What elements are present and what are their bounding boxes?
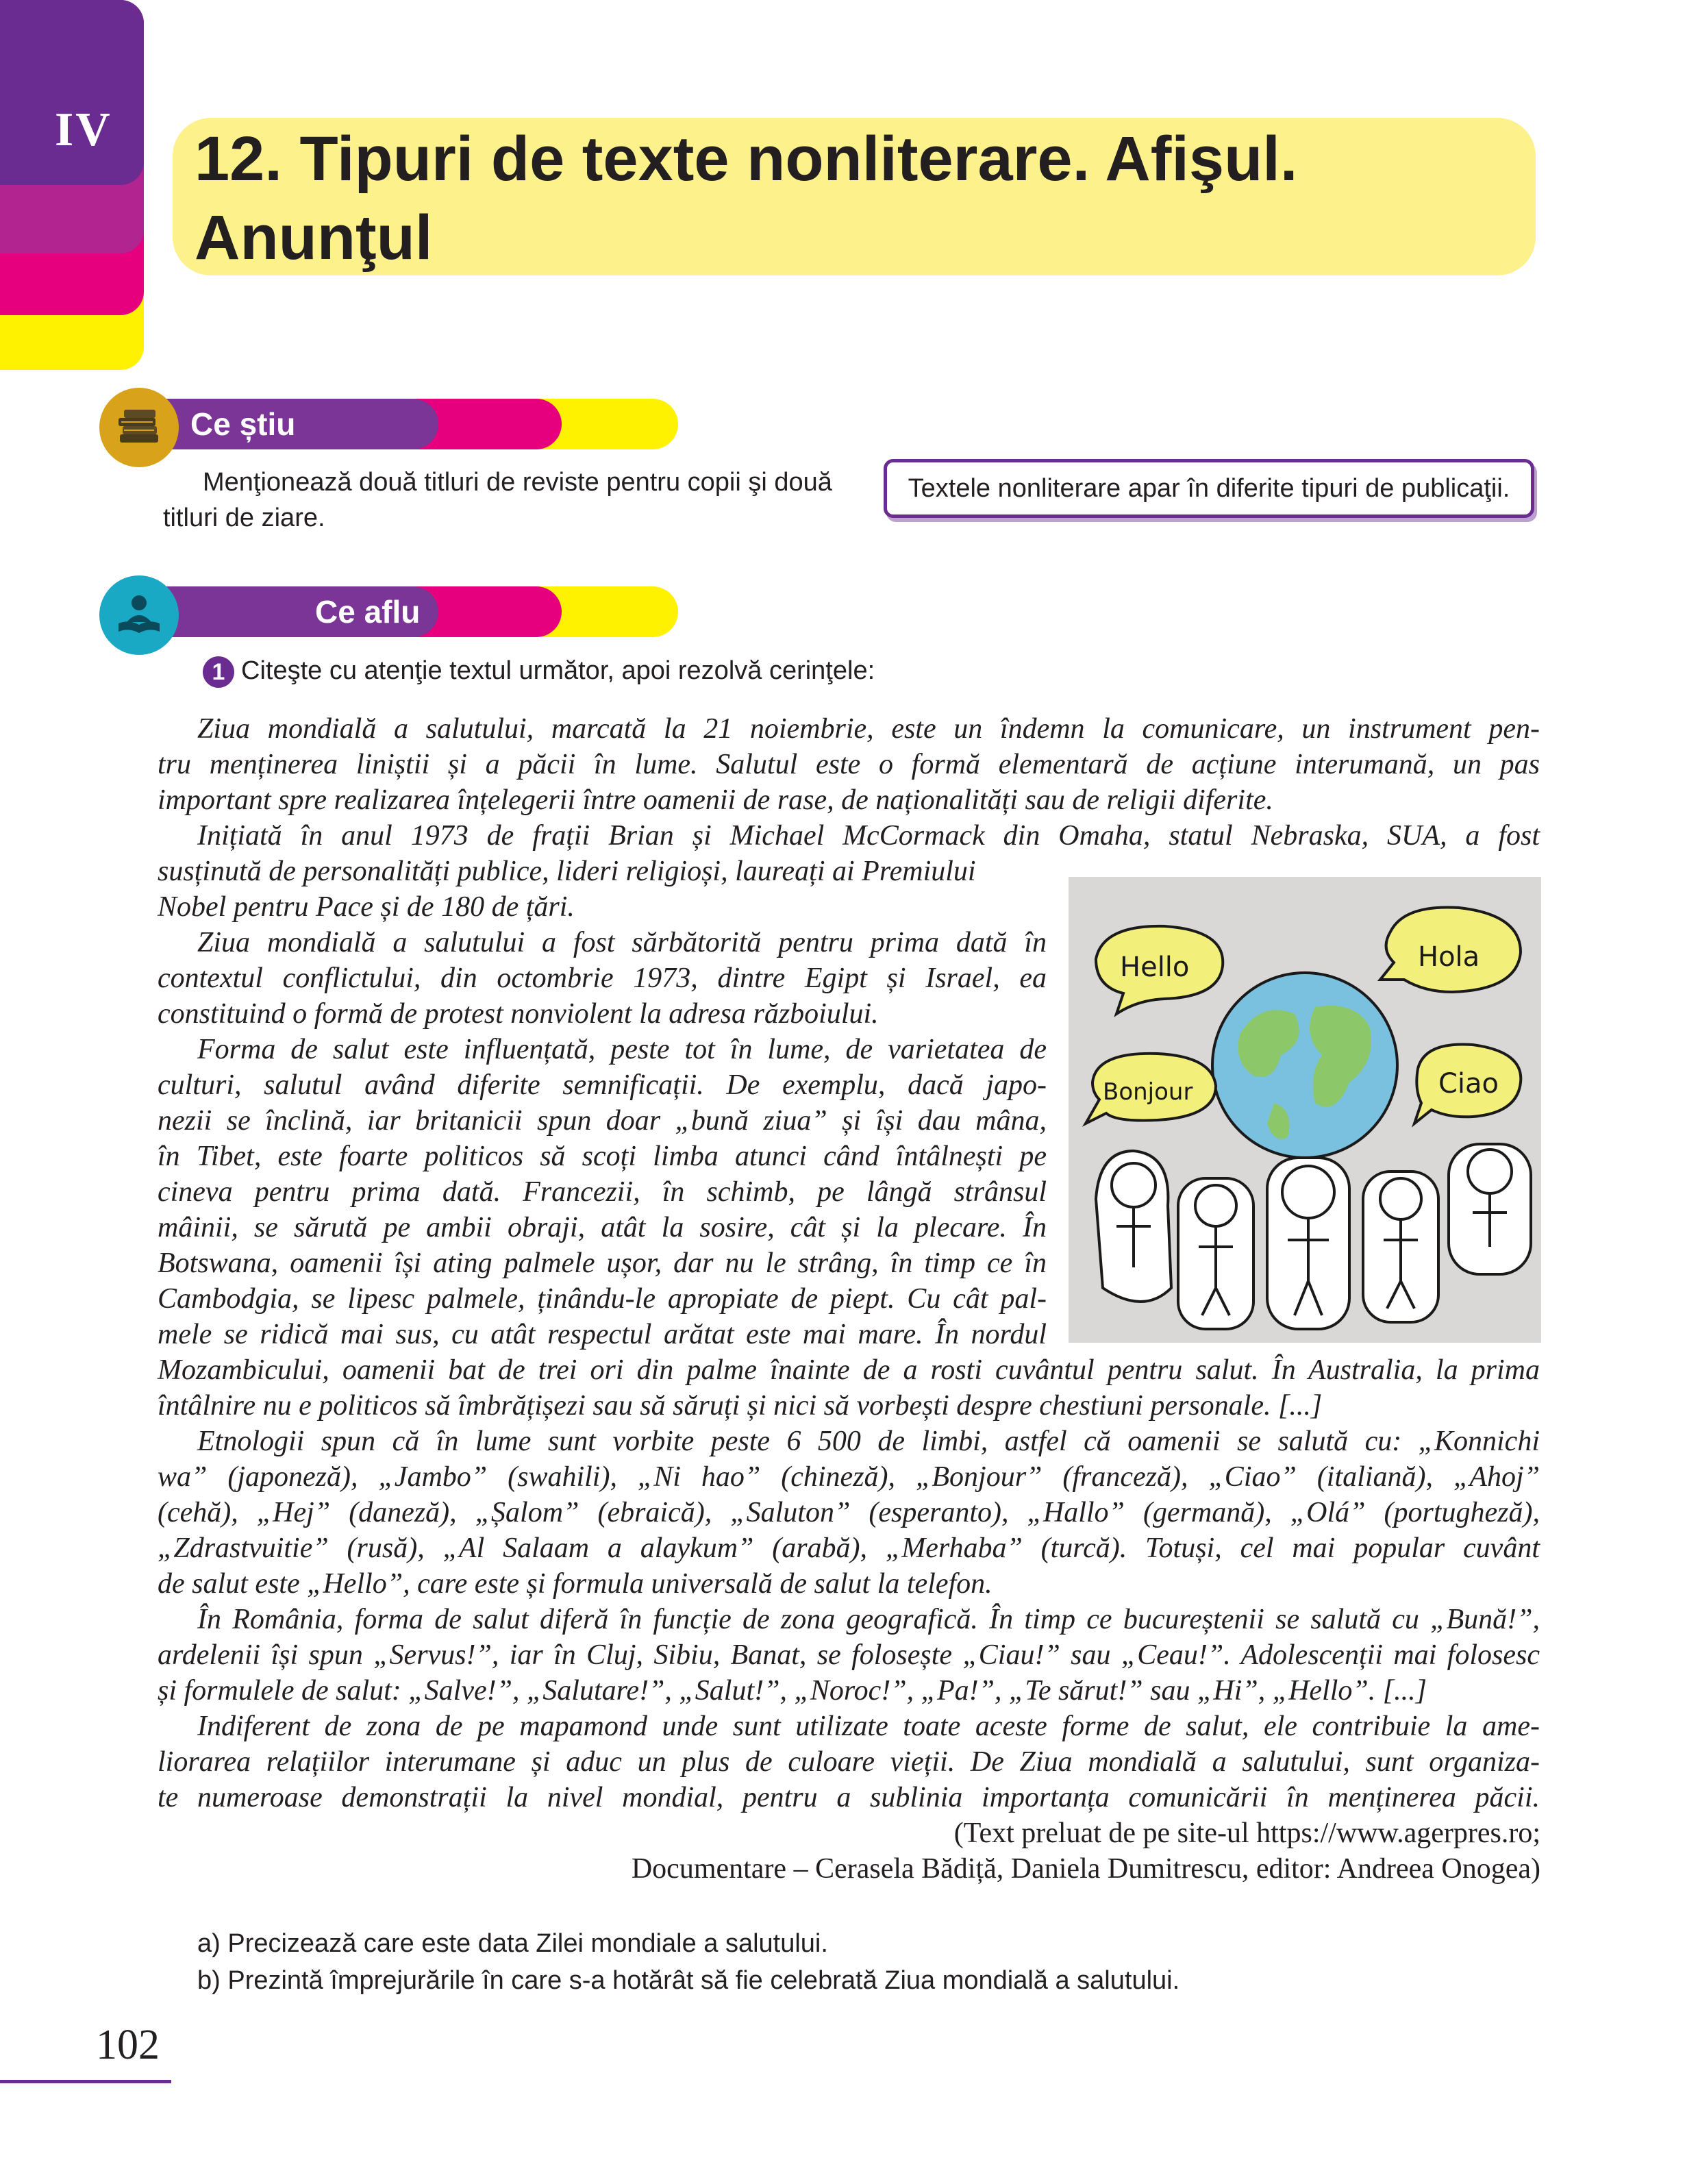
source-citation-line2: Documentare – Cerasela Bădiță, Daniela Dumitrescu, editor: Andreea Onogea) <box>631 1853 1540 1885</box>
question-a: a) Precizează care este data Zilei mondiale a salutului. <box>197 1929 828 1958</box>
text-line: cineva pentru prima dată. Francezii, în schimb, pe lângă strânsul <box>158 1176 1047 1208</box>
exercise-number: 1 <box>203 656 234 688</box>
text-line: (cehă), „Hej” (daneză), „Șalom” (ebraică), „Saluton” (esperanto), „Hallo” (germană), „Olá” (portugheză), <box>158 1497 1540 1528</box>
bubble-ciao-text: Ciao <box>1438 1068 1499 1100</box>
task-text-line1: Menţionează două titluri de reviste pentru copii şi două <box>203 468 832 497</box>
exercise-instruction: Citeşte cu atenţie textul următor, apoi rezolvă cerinţele: <box>241 656 875 685</box>
text-line: contextul conflictului, din octombrie 1973, dintre Egipt și Israel, ea <box>158 963 1047 994</box>
books-icon <box>99 388 179 467</box>
text-line: culturi, salutul având diferite semnificații. De exemplu, dacă japo- <box>158 1069 1047 1101</box>
text-line: Forma de salut este influențată, peste tot în lume, de varietatea de <box>197 1034 1047 1065</box>
task-text-line2: titluri de ziare. <box>163 504 325 532</box>
speech-bubble-ciao <box>1414 1044 1521 1124</box>
text-line: în Tibet, este foarte politicos să scoți limba atunci când întâlnești pe <box>158 1141 1047 1172</box>
text-line: nezii se înclină, iar britanicii spun doar „bună ziua” și își dau mâna, <box>158 1105 1047 1137</box>
bubble-bonjour-text: Bonjour <box>1103 1078 1193 1106</box>
speech-bubble-hola <box>1380 907 1521 992</box>
globe-icon <box>1212 973 1397 1158</box>
text-line: și formulele de salut: „Salve!”, „Salutare!”, „Salut!”, „Noroc!”, „Pa!”, „Te sărut!” sau „Hi”, „Hello”. [...] <box>158 1675 1427 1707</box>
text-line: constituind o formă de protest nonviolent la adresa războiului. <box>158 998 879 1030</box>
text-line: ardelenii își spun „Servus!”, iar în Cluj, Sibiu, Banat, se folosește „Ciau!” sau „Ceau!”. Adolescenții mai folosesc <box>158 1639 1540 1671</box>
text-line: În România, forma de salut diferă în funcție de zona geografică. În timp ce bucureștenii se salută cu „Bună!”, <box>197 1604 1540 1635</box>
text-line: Nobel pentru Pace și de 180 de țări. <box>158 891 575 923</box>
text-line: important spre realizarea înțelegerii între oamenii de rase, de naționalități sau de religii diferite. <box>158 784 1273 816</box>
hint-box <box>884 459 1534 518</box>
section-title-ce-aflu: Ce aflu <box>315 594 421 630</box>
bubble-hello-text: Hello <box>1120 952 1190 983</box>
section-title-ce-stiu: Ce știu <box>190 406 296 442</box>
stick-figures <box>1096 1144 1531 1329</box>
text-line: mele se ridică mai sus, cu atât respectul arătat este mai mare. În nordul <box>158 1319 1047 1350</box>
lesson-title-line1: 12. Tipuri de texte nonliterare. Afişul. <box>195 124 1298 194</box>
page-number-rule <box>0 2080 171 2083</box>
reader-icon <box>99 575 179 655</box>
text-line: wa” (japoneză), „Jambo” (swahili), „Ni hao” (chineză), „Bonjour” (franceză), „Ciao” (italiană), „Ahoj” <box>158 1461 1540 1493</box>
source-citation-line1: (Text preluat de pe site-ul https://www.agerpres.ro; <box>953 1817 1540 1849</box>
speech-bubble-bonjour <box>1086 1054 1216 1124</box>
text-line: tru menținerea liniștii și a păcii în lume. Salutul este o formă elementară de acțiune interumană, un pas <box>158 749 1540 780</box>
text-line: Indiferent de zona de pe mapamond unde sunt utilizate toate aceste forme de salut, ele contribuie la ame- <box>197 1711 1540 1742</box>
text-line: „Zdrastvuitie” (rusă), „Al Salaam a alaykum” (arabă), „Merhaba” (turcă). Totuși, cel mai popular cuvânt <box>158 1532 1540 1564</box>
text-line: te numeroase demonstrații la nivel mondial, pentru a sublinia importanța comunicării în menținerea păcii. <box>158 1782 1540 1813</box>
text-line: întâlnire nu e politicos să îmbrățișezi sau să săruți și nici să vorbești despre chestiuni personale. [...] <box>158 1390 1323 1422</box>
text-line: de salut este „Hello”, care este și formula universală de salut la telefon. <box>158 1568 992 1600</box>
text-line: mâinii, se sărută pe ambii obraji, atât la sosire, cât și la plecare. În <box>158 1212 1047 1243</box>
text-line: Etnologii spun că în lume sunt vorbite peste 6 500 de limbi, astfel că oamenii se salută cu: „Konnichi <box>197 1426 1540 1457</box>
greetings-illustration <box>1069 877 1541 1343</box>
text-line: Cambodgia, se lipesc palmele, ținându-le apropiate de piept. Cu cât pal- <box>158 1283 1047 1315</box>
text-line: Inițiată în anul 1973 de frații Brian și Michael McCormack din Omaha, statul Nebraska, SUA, a fost <box>197 820 1540 852</box>
text-line: Ziua mondială a salutului a fost sărbătorită pentru prima dată în <box>197 927 1047 958</box>
bubble-hola-text: Hola <box>1418 941 1480 973</box>
text-line: susținută de personalități publice, lideri religioși, laureați ai Premiului <box>158 856 976 887</box>
text-line: Botswana, oamenii își ating palmele ușor, dar nu le strâng, în timp ce în <box>158 1248 1047 1279</box>
lesson-title-line2: Anunţul <box>195 203 433 273</box>
text-line: liorarea relațiilor interumane și aduc un plus de culoare vieții. De Ziua mondială a salutului, sunt organiza- <box>158 1746 1540 1778</box>
hint-text: Textele nonliterare apar în diferite tipuri de publicaţii. <box>908 473 1510 503</box>
text-line: Mozambicului, oamenii bat de trei ori din palme înainte de a rosti cuvântul pentru salut. În Australia, la prima <box>158 1354 1540 1386</box>
unit-number: IV <box>55 103 112 156</box>
page-number: 102 <box>96 2022 160 2068</box>
text-line: Ziua mondială a salutului, marcată la 21 noiembrie, este un îndemn la comunicare, un instrument pen- <box>197 713 1540 745</box>
speech-bubble-hello <box>1096 926 1223 1014</box>
question-b: b) Prezintă împrejurările în care s-a hotărât să fie celebrată Ziua mondială a salutului. <box>197 1966 1180 1995</box>
